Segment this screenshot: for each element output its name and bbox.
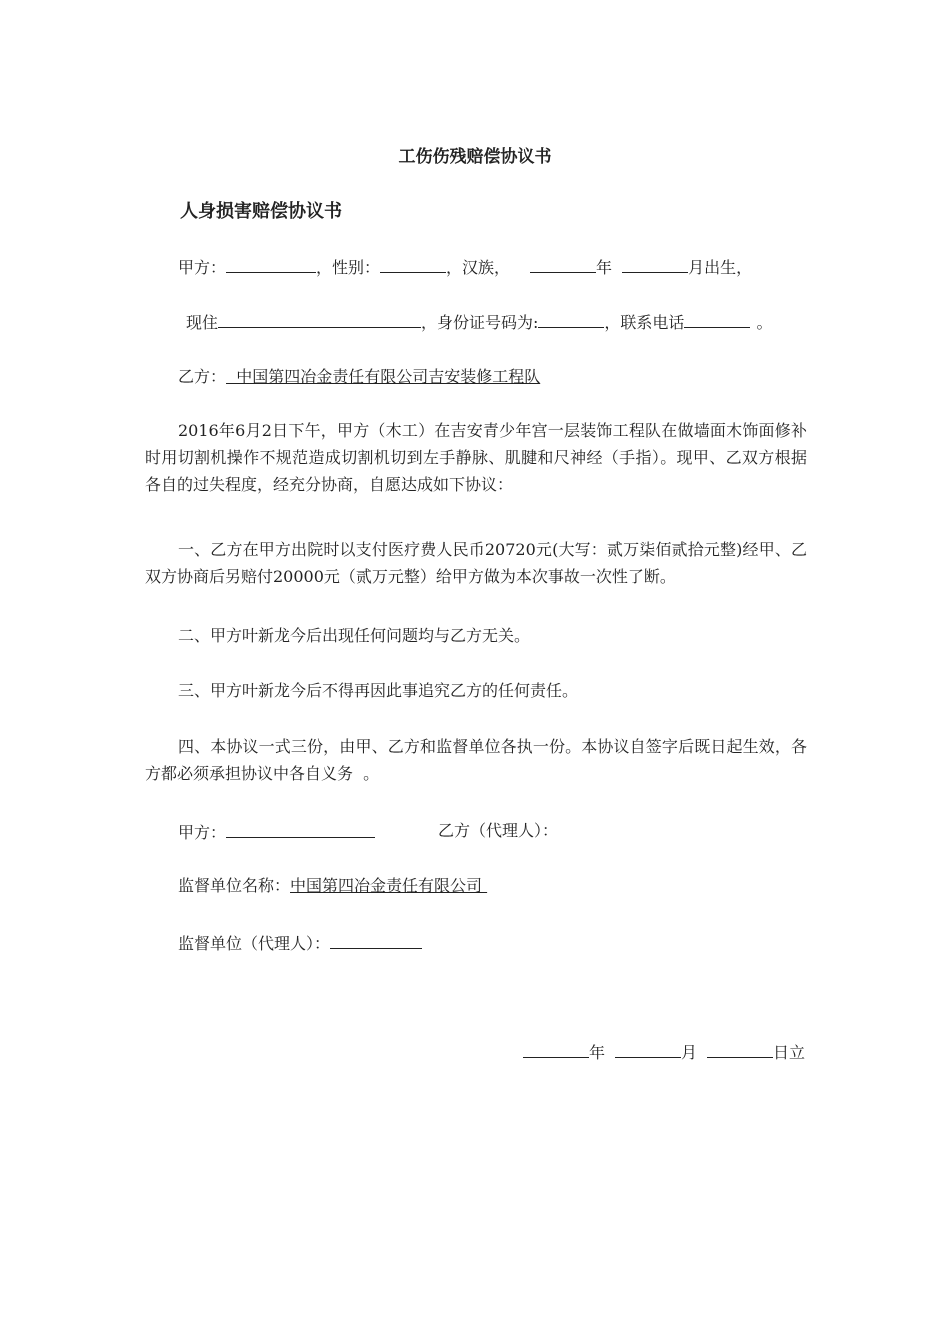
document-subtitle: 人身损害赔偿协议书 [180,201,342,222]
residence-line [186,311,772,333]
birth-year-blank [530,256,596,273]
party-b-signature-label: 乙方（代理人）： [438,821,559,840]
supervisor-agent-line [178,932,422,954]
document-title: 工伤伤残赔偿协议书 [398,147,552,167]
date-line [523,1041,805,1063]
party-a-name-blank [226,256,316,273]
birth-month-label: 月出生， [688,258,753,277]
date-year-blank [523,1041,589,1058]
party-a-label: 甲方： [178,258,227,277]
party-b-signature-line [438,821,558,841]
ethnicity-label: ，汉族， [446,258,511,277]
party-a-signature-blank [226,821,375,838]
date-day-label: 日立 [773,1043,806,1062]
party-b-name: 中国第四冶金责任有限公司吉安装修工程队 [226,367,541,386]
date-month-label: 月 [681,1043,698,1062]
party-b-line [178,367,540,387]
party-a-signature-line [178,821,375,843]
supervisor-agent-label: 监督单位（代理人）： [178,934,331,953]
id-number-blank [538,311,604,328]
phone-blank [684,311,750,328]
birth-month-blank [622,256,688,273]
residence-label: 现住 [186,313,219,332]
clause-3: 三、甲方叶新龙今后不得再因此事追究乙方的任何责任。 [178,681,579,700]
residence-blank [218,311,421,328]
supervisor-name: 中国第四冶金责任有限公司 [290,876,488,895]
gender-blank [380,256,446,273]
gender-label: ，性别： [316,258,381,277]
party-b-label: 乙方： [178,367,227,386]
date-day-blank [707,1041,773,1058]
id-number-label: ，身份证号码为: [421,313,539,332]
date-month-blank [615,1041,681,1058]
supervisor-name-line [178,876,487,896]
phone-label: ，联系电话 [604,313,685,332]
supervisor-agent-blank [330,932,422,949]
clause-2: 二、甲方叶新龙今后出现任何问题均与乙方无关。 [178,626,531,645]
residence-line-end: 。 [756,313,773,332]
clause-4: 四、本协议一式三份，由甲、乙方和监督单位各执一份。本协议自签字后既日起生效，各方都必须承担协议中各自义务 。 [145,737,807,783]
party-a-line [178,256,752,278]
party-a-signature-label: 甲方： [178,823,227,842]
birth-year-label: 年 [596,258,613,277]
date-year-label: 年 [589,1043,606,1062]
supervisor-name-label: 监督单位名称： [178,876,291,895]
incident-paragraph: 2016年6月2日下午，甲方（木工）在吉安青少年宫一层装饰工程队在做墙面木饰面修补时用切割机操作不规范造成切割机切到左手静脉、肌腱和尺神经（手指）。现甲、乙双方根据各自的过失程度，经充分协商，自愿达成如下协议： [145,421,807,494]
clause-1: 一、乙方在甲方出院时以支付医疗费人民币20720元(大写：贰万柒佰贰拾元整)经甲、乙双方协商后另赔付20000元（贰万元整）给甲方做为本次事故一次性了断。 [145,540,807,586]
